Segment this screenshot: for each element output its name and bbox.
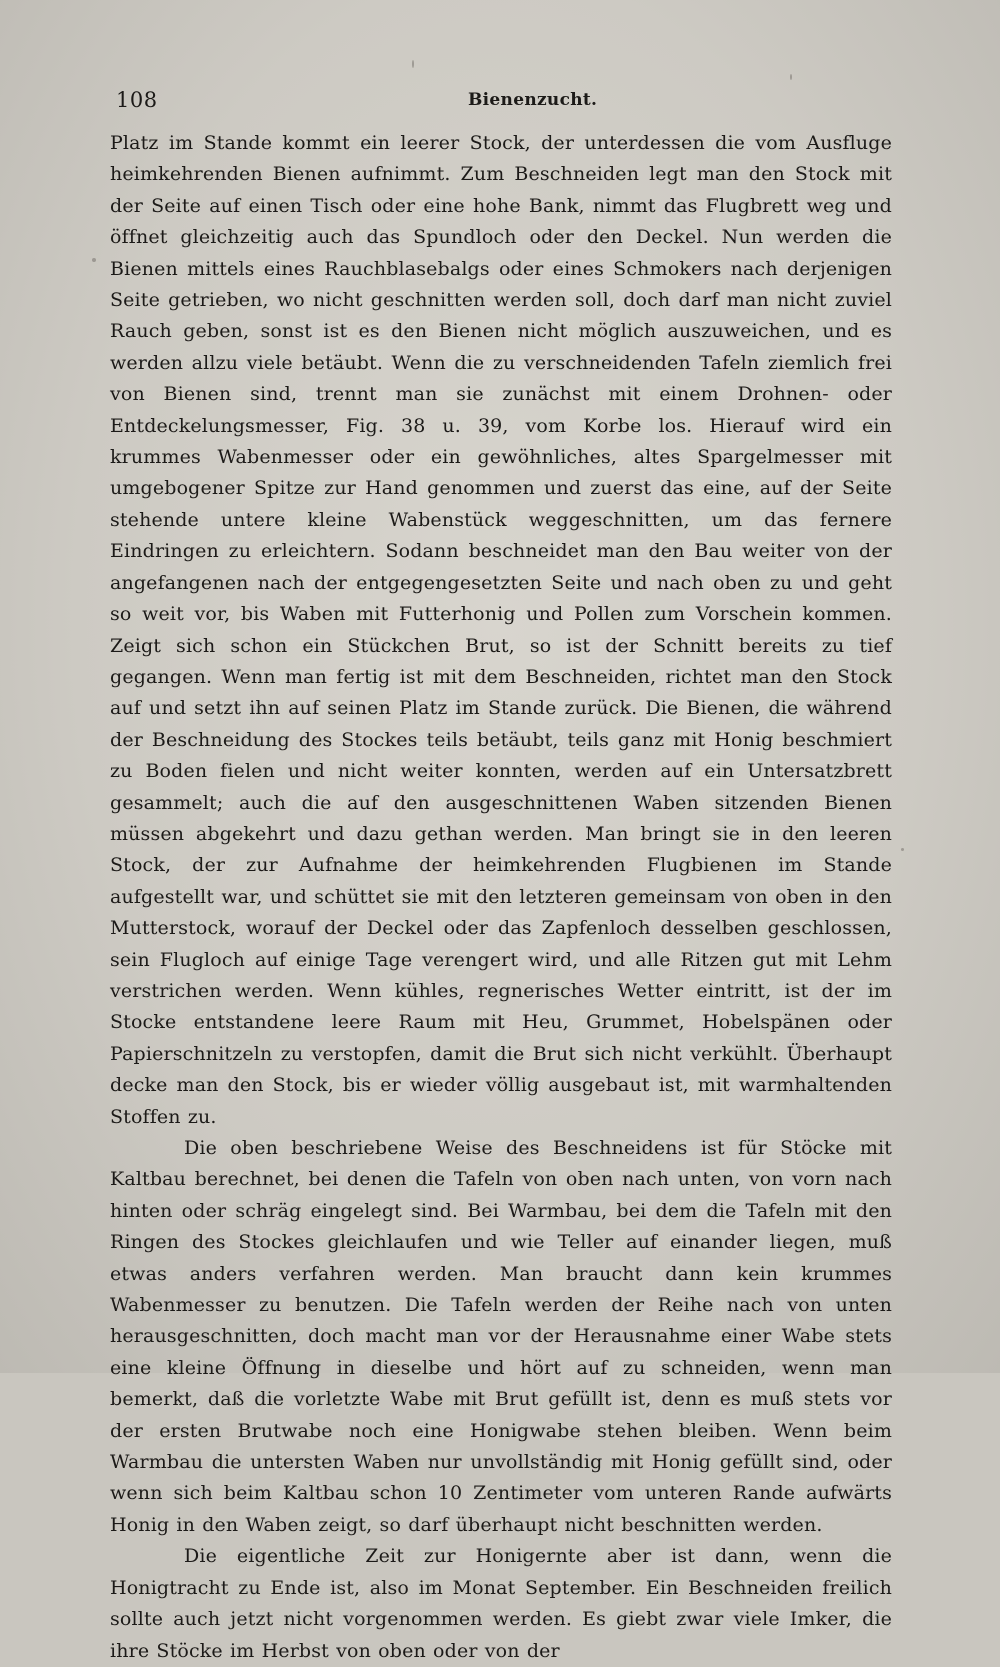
paragraph: Platz im Stande kommt ein leerer Stock, der unterdessen die vom Ausfluge heimkehrenden Bienen aufnimmt. Zum Beschneiden legt man den Stock mit der Seite auf einen Tisch oder eine hohe Bank, nimmt das Flugbrett weg und öffnet gleichzeitig auch das Spundloch oder den Deckel. Nun werden die Bienen mittels eines Rauchblasebalgs oder eines Schmokers nach derjenigen Seite getrieben, wo nicht geschnitten werden soll, doch darf man nicht zuviel Rauch geben, sonst ist es den Bienen nicht möglich auszuweichen, und es werden allzu viele betäubt. Wenn die zu verschneidenden Tafeln ziemlich frei von Bienen sind, trennt man sie zunächst mit einem Drohnen- oder Entdeckelungsmesser, Fig. 38 u. 39, vom Korbe los. Hierauf wird ein krummes Wabenmesser oder ein gewöhnliches, altes Spargelmesser mit umgebogener Spitze zur Hand genommen und zuerst das eine, auf der Seite stehende untere kleine Wabenstück weggeschnitten, um das fernere Eindringen zu erleichtern. Sodann beschneidet man den Bau weiter von der angefangenen nach der entgegengesetzten Seite und nach oben zu und geht so weit vor, bis Waben mit Futterhonig und Pollen zum Vorschein kommen. Zeigt sich schon ein Stückchen Brut, so ist der Schnitt bereits zu tief gegangen. Wenn man fertig ist mit dem Beschneiden, richtet man den Stock auf und setzt ihn auf seinen Platz im Stande zurück. Die Bienen, die während der Beschneidung des Stockes teils betäubt, teils ganz mit Honig beschmiert zu Boden fielen und nicht weiter konnten, werden auf ein Untersatzbrett gesammelt; auch die auf den ausgeschnittenen Waben sitzenden Bienen müssen abgekehrt und dazu gethan werden. Man bringt sie in den leeren Stock, der zur Aufnahme der heimkehrenden Flugbienen im Stande aufgestellt war, und schüttet sie mit den letzteren gemeinsam von oben in den Mutterstock, worauf der Deckel oder das Zapfenloch desselben geschlossen, sein Flugloch auf einige Tage verengert wird, und alle Ritzen gut mit Lehm verstrichen werden. Wenn kühles, regnerisches Wetter eintritt, ist der im Stocke entstandene leere Raum mit Heu, Grummet, Hobelspänen oder Papierschnitzeln zu verstopfen, damit die Brut sich nicht verkühlt. Überhaupt decke man den Stock, bis er wieder völlig ausgebaut ist, mit warmhaltenden Stoffen zu. (110, 132, 892, 1128)
paper-speck (412, 60, 414, 68)
paragraph: Die eigentliche Zeit zur Honigernte aber ist dann, wenn die Honigtracht zu Ende ist, also im Monat September. Ein Beschneiden freilich sollte auch jetzt nicht vorgenommen werden. Es giebt zwar viele Imker, die ihre Stöcke im Herbst von oben oder von der (110, 1545, 892, 1662)
paragraph: Die oben beschriebene Weise des Beschneidens ist für Stöcke mit Kaltbau berechnet, bei denen die Tafeln von oben nach unten, von vorn nach hinten oder schräg eingelegt sind. Bei Warmbau, bei dem die Tafeln mit den Ringen des Stockes gleichlaufen und wie Teller auf einander liegen, muß etwas anders verfahren werden. Man braucht dann kein krummes Wabenmesser zu benutzen. Die Tafeln werden der Reihe nach von unten herausgeschnitten, doch macht man vor der Herausnahme einer Wabe stets eine kleine Öffnung in dieselbe und hört auf zu schneiden, wenn man bemerkt, daß die vorletzte Wabe mit Brut gefüllt ist, denn es muß stets vor der ersten Brutwabe noch eine Honigwabe stehen bleiben. Wenn beim Warmbau die untersten Waben nur unvollständig mit Honig gefüllt sind, oder wenn sich beim Kaltbau schon 10 Zentimeter vom unteren Rande aufwärts Honig in den Waben zeigt, so darf überhaupt nicht beschnitten werden. (110, 1137, 892, 1536)
running-head: Bienenzucht. (468, 90, 598, 110)
paper-speck (790, 74, 792, 80)
page-header (108, 88, 890, 118)
page-number: 108 (116, 88, 158, 112)
paper-speck (901, 848, 904, 851)
paper-speck (92, 258, 96, 262)
body-text (110, 128, 892, 1667)
